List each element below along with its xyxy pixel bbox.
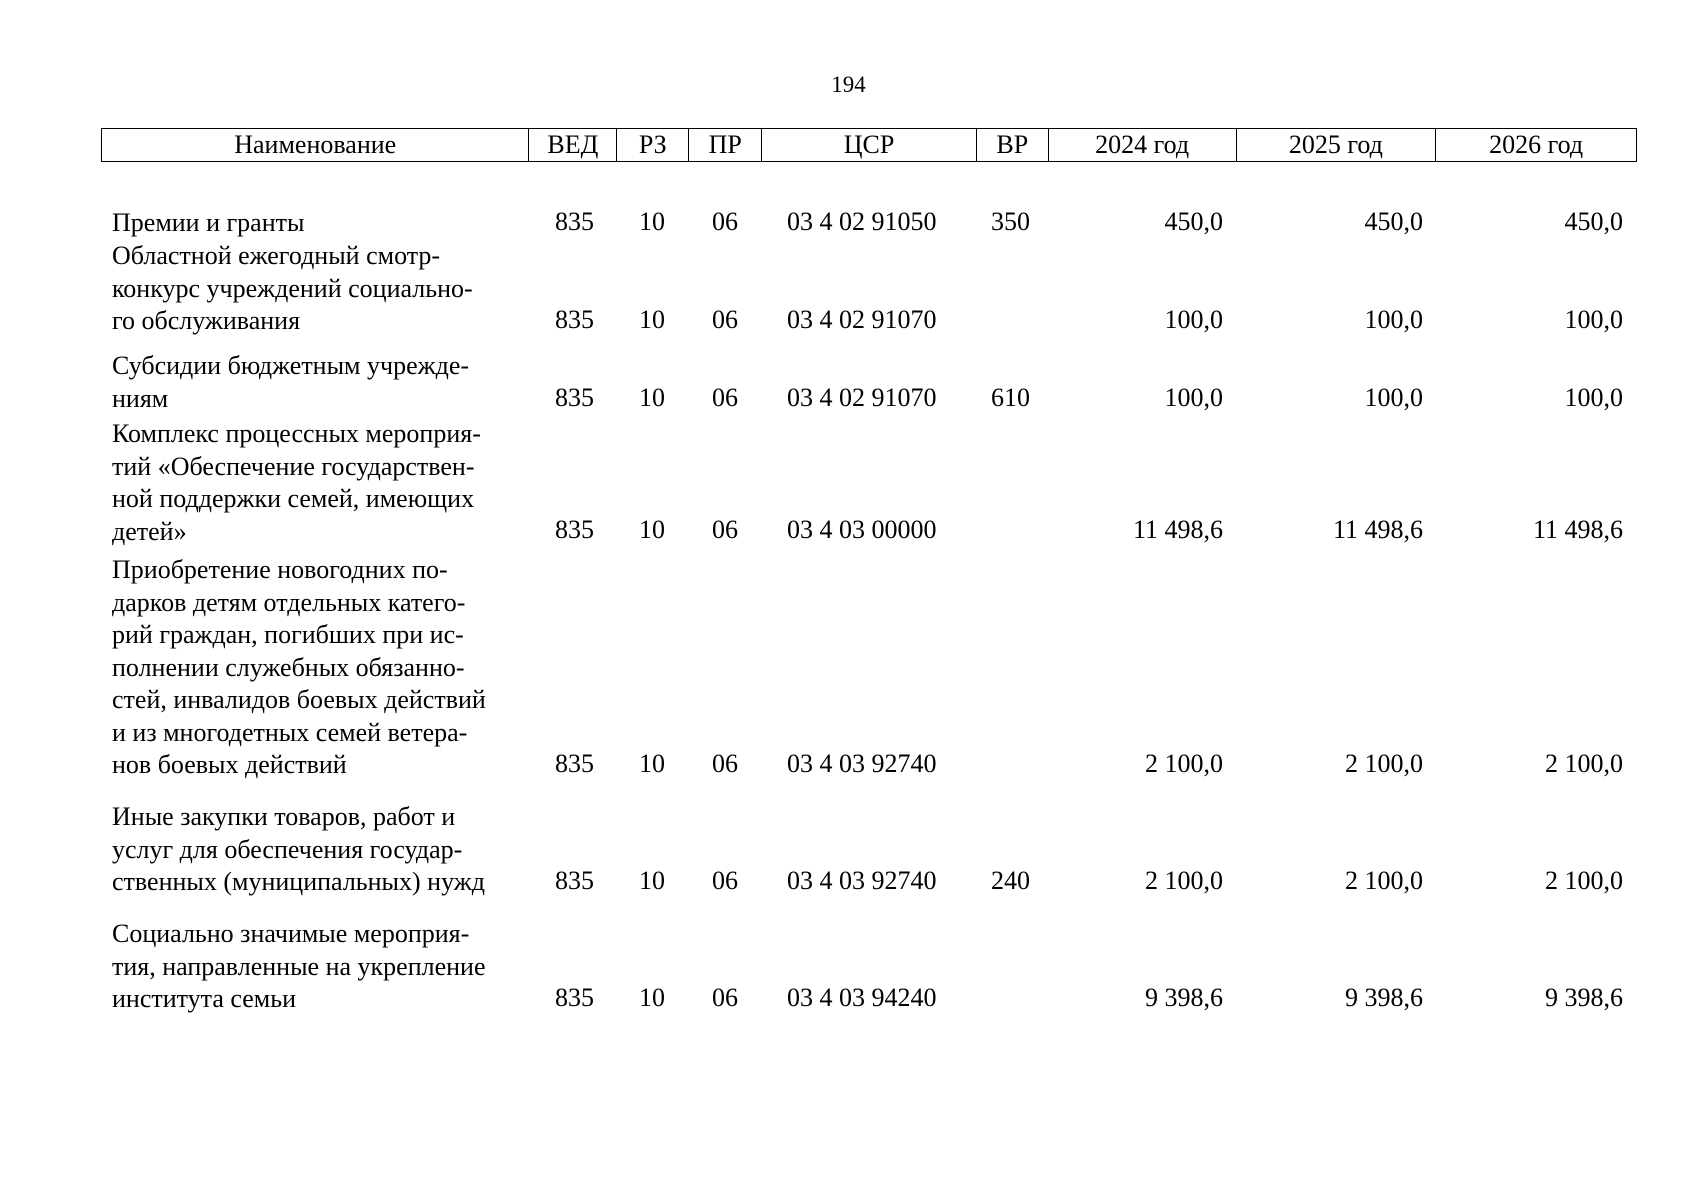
row-2024: 2 100,0 bbox=[1145, 749, 1223, 778]
row-2025: 9 398,6 bbox=[1345, 983, 1423, 1012]
row-pr: 06 bbox=[712, 383, 738, 412]
row-2025: 100,0 bbox=[1364, 305, 1423, 334]
row-name: Областной ежегодный смотр- конкурс учреждений социально- го обслуживания bbox=[112, 241, 473, 335]
header-csr: ЦСР bbox=[762, 129, 977, 161]
row-ved: 835 bbox=[555, 305, 594, 334]
row-2026: 9 398,6 bbox=[1545, 983, 1623, 1012]
row-2025: 2 100,0 bbox=[1345, 749, 1423, 778]
row-ved: 835 bbox=[555, 207, 594, 236]
row-pr: 06 bbox=[712, 866, 738, 895]
row-2026: 450,0 bbox=[1564, 207, 1623, 236]
row-pr: 06 bbox=[712, 515, 738, 544]
row-pr: 06 bbox=[712, 749, 738, 778]
row-2025: 100,0 bbox=[1364, 383, 1423, 412]
row-csr: 03 4 03 92740 bbox=[787, 749, 937, 778]
row-2024: 9 398,6 bbox=[1145, 983, 1223, 1012]
row-name: Премии и гранты bbox=[112, 208, 305, 237]
row-rz: 10 bbox=[639, 305, 665, 334]
row-rz: 10 bbox=[639, 383, 665, 412]
row-2024: 100,0 bbox=[1164, 305, 1223, 334]
header-pr: ПР bbox=[689, 129, 762, 161]
row-2025: 11 498,6 bbox=[1332, 515, 1423, 544]
table-header bbox=[101, 128, 1637, 162]
row-csr: 03 4 02 91070 bbox=[787, 383, 937, 412]
row-csr: 03 4 03 94240 bbox=[787, 983, 937, 1012]
row-2024: 100,0 bbox=[1164, 383, 1223, 412]
row-name: Приобретение новогодних по- дарков детям отдельных катего- рий граждан, погибших при ис- полнении служебных обязанно- стей, инвалидов боевых действий и из многодетных семей ветера- нов боевых действий bbox=[112, 555, 486, 779]
row-rz: 10 bbox=[639, 749, 665, 778]
row-csr: 03 4 03 92740 bbox=[787, 866, 937, 895]
row-2026: 100,0 bbox=[1564, 383, 1623, 412]
row-name: Социально значимые мероприя- тия, направленные на укрепление института семьи bbox=[112, 919, 486, 1013]
row-2026: 2 100,0 bbox=[1545, 749, 1623, 778]
row-2026: 11 498,6 bbox=[1532, 515, 1623, 544]
row-name: Иные закупки товаров, работ и услуг для обеспечения государ- ственных (муниципальных) нужд bbox=[112, 802, 485, 896]
row-rz: 10 bbox=[639, 983, 665, 1012]
row-ved: 835 bbox=[555, 866, 594, 895]
row-rz: 10 bbox=[639, 207, 665, 236]
header-vr: ВР bbox=[977, 129, 1049, 161]
row-pr: 06 bbox=[712, 305, 738, 334]
row-ved: 835 bbox=[555, 983, 594, 1012]
row-csr: 03 4 03 00000 bbox=[787, 515, 937, 544]
row-vr: 350 bbox=[991, 207, 1030, 236]
row-name: Комплекс процессных мероприя- тий «Обеспечение государствен- ной поддержки семей, имеющих детей» bbox=[112, 419, 481, 546]
row-name: Субсидии бюджетным учрежде- ниям bbox=[112, 351, 470, 413]
header-2024: 2024 год bbox=[1049, 129, 1237, 161]
header-name: Наименование bbox=[102, 129, 529, 161]
row-csr: 03 4 02 91050 bbox=[787, 207, 937, 236]
header-rz: РЗ bbox=[617, 129, 689, 161]
row-pr: 06 bbox=[712, 983, 738, 1012]
row-ved: 835 bbox=[555, 515, 594, 544]
row-vr: 610 bbox=[991, 383, 1030, 412]
row-2024: 11 498,6 bbox=[1132, 515, 1223, 544]
row-ved: 835 bbox=[555, 749, 594, 778]
row-csr: 03 4 02 91070 bbox=[787, 305, 937, 334]
row-2025: 2 100,0 bbox=[1345, 866, 1423, 895]
row-2026: 100,0 bbox=[1564, 305, 1623, 334]
row-pr: 06 bbox=[712, 207, 738, 236]
row-2025: 450,0 bbox=[1364, 207, 1423, 236]
header-ved: ВЕД bbox=[529, 129, 617, 161]
row-ved: 835 bbox=[555, 383, 594, 412]
row-rz: 10 bbox=[639, 515, 665, 544]
row-rz: 10 bbox=[639, 866, 665, 895]
row-vr: 240 bbox=[991, 866, 1030, 895]
page-number: 194 bbox=[831, 72, 866, 97]
header-2025: 2025 год bbox=[1237, 129, 1437, 161]
row-2024: 2 100,0 bbox=[1145, 866, 1223, 895]
header-2026: 2026 год bbox=[1489, 130, 1584, 159]
row-2024: 450,0 bbox=[1164, 207, 1223, 236]
row-2026: 2 100,0 bbox=[1545, 866, 1623, 895]
